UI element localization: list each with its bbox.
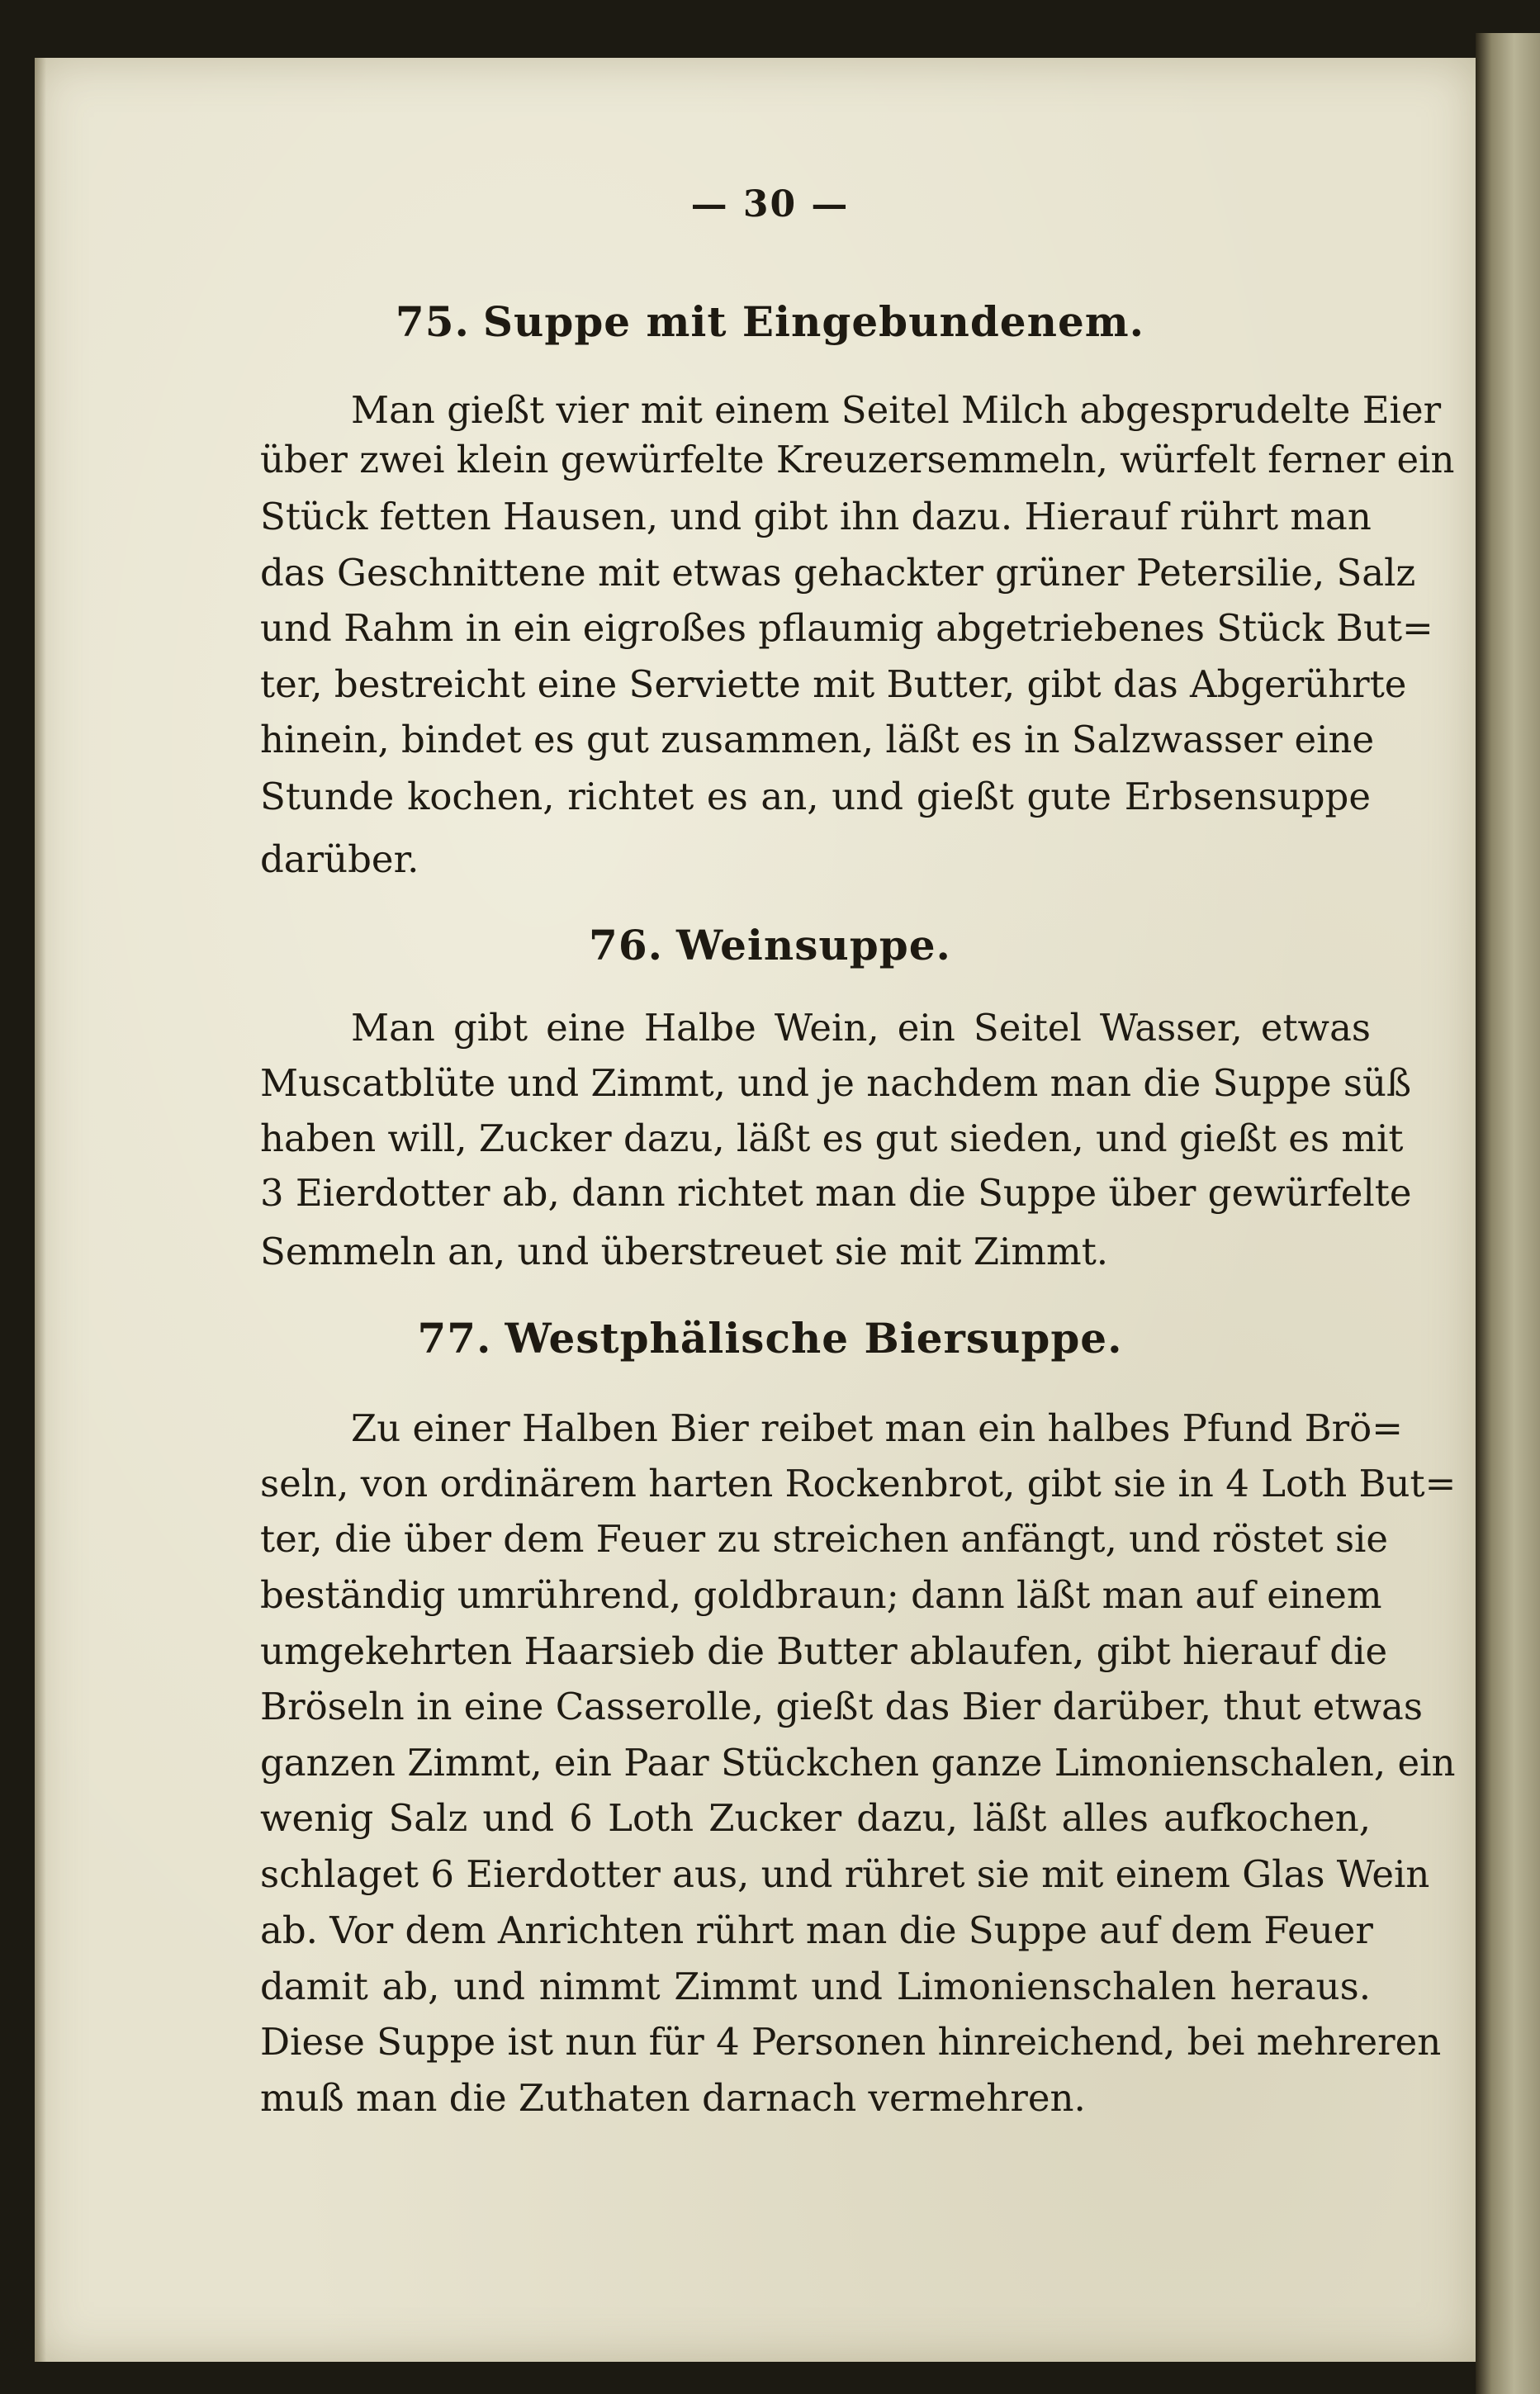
- text-line: Stunde kochen, richtet es an, und gießt gute Erbsensuppe: [260, 775, 1371, 818]
- section-heading-77: [0, 1314, 1540, 1363]
- text-line: ter, die über dem Feuer zu streichen anfängt, und röstet sie: [260, 1517, 1389, 1561]
- page-number: — 30 —: [690, 183, 850, 225]
- section-heading-76: [0, 921, 1540, 969]
- text-line: wenig Salz und 6 Loth Zucker dazu, läßt alles aufkochen,: [260, 1796, 1371, 1840]
- text-line: darüber.: [260, 837, 419, 881]
- page-binding-shadow: [35, 58, 46, 2362]
- text-line: damit ab, und nimmt Zimmt und Limonienschalen heraus.: [260, 1965, 1371, 2008]
- section-number: 75.: [395, 297, 470, 346]
- section-heading-75: [0, 297, 1540, 346]
- text-line: 3 Eierdotter ab, dann richtet man die Suppe über gewürfelte: [260, 1171, 1412, 1215]
- section-number: 76.: [589, 921, 664, 969]
- section-title: Weinsuppe.: [676, 921, 951, 969]
- text-line: Stück fetten Hausen, und gibt ihn dazu. Hierauf rührt man: [260, 495, 1372, 538]
- section-title: Suppe mit Eingebundenem.: [482, 297, 1145, 346]
- text-line: Man gießt vier mit einem Seitel Milch abgesprudelte Eier: [351, 388, 1442, 432]
- text-line: das Geschnittene mit etwas gehackter grüner Petersilie, Salz: [260, 551, 1416, 595]
- text-line: und Rahm in ein eigroßes pflaumig abgetriebenes Stück But=: [260, 606, 1433, 650]
- text-line: umgekehrten Haarsieb die Butter ablaufen, gibt hierauf die: [260, 1629, 1388, 1673]
- text-line: schlaget 6 Eierdotter aus, und rühret sie mit einem Glas Wein: [260, 1852, 1430, 1896]
- text-line: Semmeln an, und überstreuet sie mit Zimmt.: [260, 1230, 1109, 1273]
- text-line: hinein, bindet es gut zusammen, läßt es in Salzwasser eine: [260, 718, 1375, 761]
- text-line: ganzen Zimmt, ein Paar Stückchen ganze Limonienschalen, ein: [260, 1741, 1456, 1785]
- text-line: ter, bestreicht eine Serviette mit Butter, gibt das Abgerührte: [260, 662, 1407, 706]
- text-line: muß man die Zuthaten darnach vermehren.: [260, 2076, 1086, 2120]
- section-title: Westphälische Biersuppe.: [505, 1314, 1123, 1363]
- adjacent-page-edge: [1476, 33, 1540, 2394]
- text-line: Man gibt eine Halbe Wein, ein Seitel Wasser, etwas: [351, 1006, 1371, 1050]
- text-line: beständig umrührend, goldbraun; dann läßt man auf einem: [260, 1573, 1382, 1617]
- text-line: haben will, Zucker dazu, läßt es gut sieden, und gießt es mit: [260, 1116, 1404, 1160]
- text-line: Muscatblüte und Zimmt, und je nachdem man die Suppe süß: [260, 1061, 1412, 1105]
- text-line: Bröseln in eine Casserolle, gießt das Bier darüber, thut etwas: [260, 1685, 1423, 1728]
- section-number: 77.: [417, 1314, 492, 1363]
- text-line: Diese Suppe ist nun für 4 Personen hinreichend, bei mehreren: [260, 2020, 1442, 2064]
- text-line: ab. Vor dem Anrichten rührt man die Suppe auf dem Feuer: [260, 1908, 1373, 1952]
- text-line: Zu einer Halben Bier reibet man ein halbes Pfund Brö=: [351, 1406, 1403, 1450]
- text-line: seln, von ordinärem harten Rockenbrot, gibt sie in 4 Loth But=: [260, 1462, 1457, 1505]
- text-line: über zwei klein gewürfelte Kreuzersemmeln, würfelt ferner ein: [260, 438, 1455, 481]
